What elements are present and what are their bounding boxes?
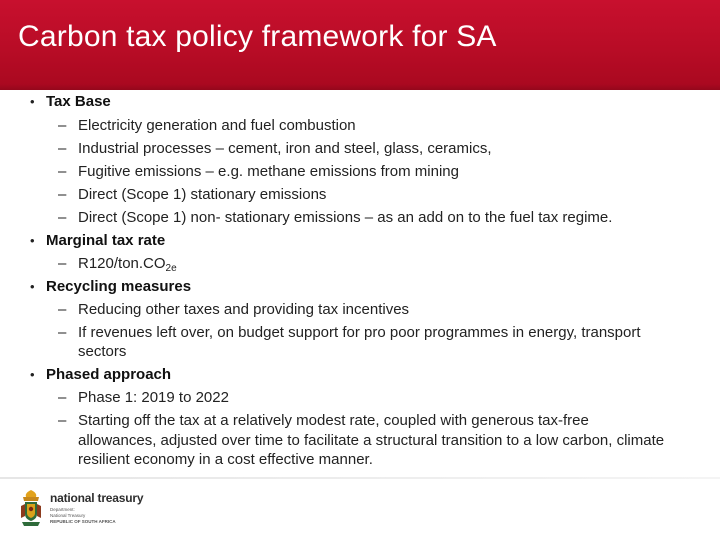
dash-marker: – — [58, 255, 67, 272]
bullet-marker: • — [30, 233, 35, 248]
list-item: Starting off the tax at a relatively modest rate, coupled with generous tax-free — [78, 412, 589, 429]
dash-marker: – — [58, 389, 67, 406]
footer-divider — [0, 477, 720, 479]
list-item: Fugitive emissions – e.g. methane emissions from mining — [78, 163, 459, 180]
list-item-continuation: allowances, adjusted over time to facilitate a structural transition to a low carbon, climate — [78, 432, 665, 449]
list-item: Industrial processes – cement, iron and steel, glass, ceramics, — [78, 140, 492, 157]
dash-marker: – — [58, 117, 67, 134]
list-item-continuation: resilient economy in a cost effective manner. — [78, 451, 373, 468]
list-item: Direct (Scope 1) stationary emissions — [78, 186, 327, 203]
bullet-marker: • — [30, 94, 35, 109]
dash-marker: – — [58, 412, 67, 429]
list-item-continuation: sectors — [78, 343, 127, 360]
section-heading-recycling-measures: Recycling measures — [46, 278, 192, 295]
tax-rate-subscript: 2e — [165, 263, 177, 274]
dash-marker: – — [58, 186, 67, 203]
logo-wordmark: national treasury — [50, 491, 144, 505]
bullet-marker: • — [30, 367, 35, 382]
list-item: Direct (Scope 1) non- stationary emissions – as an add on to the fuel tax regime. — [78, 209, 613, 226]
dash-marker: – — [58, 163, 67, 180]
dash-marker: – — [58, 209, 67, 226]
list-item: Reducing other taxes and providing tax incentives — [78, 301, 410, 318]
dash-marker: – — [58, 324, 67, 341]
logo-subline: National Treasury — [50, 513, 86, 518]
section-heading-phased-approach: Phased approach — [46, 366, 172, 383]
dash-marker: – — [58, 140, 67, 157]
list-item: Phase 1: 2019 to 2022 — [78, 389, 229, 406]
title-bar — [0, 0, 720, 90]
national-treasury-logo — [18, 488, 158, 532]
tax-rate-value — [78, 255, 177, 274]
logo-subline: REPUBLIC OF SOUTH AFRICA — [50, 519, 116, 524]
list-item: If revenues left over, on budget support for pro poor programmes in energy, transport — [78, 324, 641, 341]
bullet-marker: • — [30, 279, 35, 294]
list-item: Electricity generation and fuel combustion — [78, 117, 356, 134]
coat-of-arms-icon — [18, 488, 44, 528]
section-heading-marginal-tax-rate: Marginal tax rate — [46, 232, 166, 249]
section-heading-tax-base: Tax Base — [46, 93, 111, 110]
slide-title: Carbon tax policy framework for SA — [18, 20, 497, 53]
dash-marker: – — [58, 301, 67, 318]
tax-rate-text: R120/ton.CO — [78, 255, 166, 272]
logo-subline: Department: — [50, 507, 75, 512]
